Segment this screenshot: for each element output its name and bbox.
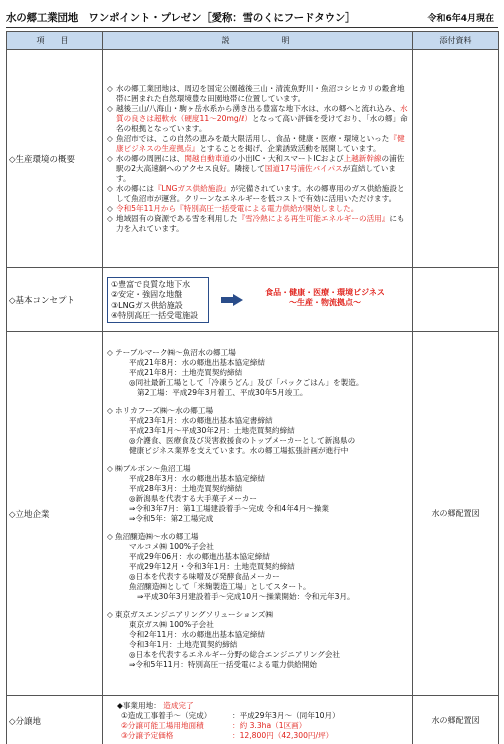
document-title: 水の郷工業団地 ワンポイント・プレゼン［愛称：雪のくにフードタウン］ xyxy=(6,12,356,24)
company-detail: ◎日本を代表する味噌及び発酵食品メーカー xyxy=(129,572,280,581)
environment-paragraph xyxy=(107,84,408,104)
company-detail: 令和2年11月：水の郷進出基本協定締結 xyxy=(129,630,265,639)
company-detail: 平成21年8月：土地売買契約締結 xyxy=(129,368,243,377)
document-date: 令和6年4月現在 xyxy=(427,14,494,24)
desc-environment xyxy=(103,50,413,268)
company-detail: 平成29年06月：水の郷進出基本協定締結 xyxy=(129,552,270,561)
concept-feature: ④特別高圧一括受電施設 xyxy=(111,311,199,320)
company-detail: 第2工場：平成29年3月着工、平成30年5月竣工。 xyxy=(137,388,308,397)
header-attachment: 添付資料 xyxy=(413,32,499,50)
arrow-right-icon xyxy=(221,294,243,306)
paragraph-text: 地域固有の資源である雪を利用した xyxy=(116,213,238,223)
company-name-text: 東京ガスエンジニアリングソリューションズ㈱ xyxy=(115,610,274,619)
bunjou-value: ：平成29年3月〜（同年10月） xyxy=(232,710,340,720)
row-environment xyxy=(7,50,499,268)
bullet-diamond-icon: ◇ xyxy=(107,348,113,357)
paragraph-text: 魚沼市では、この自然の恵みを最大限活用し、食品・健康・医療・環境といった xyxy=(116,133,390,143)
paragraph-text: 『健康ビジネスの生産拠点』 xyxy=(116,133,405,153)
company-detail: マルコメ㈱ 100%子会社 xyxy=(129,542,214,551)
company-name-text: 魚沼醸造㈱〜水の郷工場 xyxy=(115,532,199,541)
environment-paragraphs xyxy=(107,84,408,234)
concept-result-line: 〜生産・物流拠点〜 xyxy=(289,297,361,307)
company-detail: ⇒令和5年：第2工場完成 xyxy=(129,514,214,523)
desc-sites xyxy=(103,332,413,696)
paragraph-text: 水の郷の周囲には、 xyxy=(116,153,185,163)
paragraph-text: 国道17号浦佐バイパス xyxy=(264,163,343,173)
company-detail: 東京ガス㈱ 100%子会社 xyxy=(129,620,214,629)
bullet-diamond-icon: ◇ xyxy=(107,103,113,113)
company-detail: ◎新潟県を代表する大手菓子メーカー xyxy=(129,494,257,503)
paragraph-text: 『LNGガス供給施設』 xyxy=(153,183,231,193)
environment-paragraph xyxy=(107,214,408,234)
bunjou-key: ①造成工事着手〜（完成） xyxy=(121,710,212,720)
environment-paragraph xyxy=(107,154,408,184)
list-item xyxy=(107,464,408,524)
paragraph-text: 水の郷工業団地は、周辺を国定公園越後三山・清流魚野川・魚沼コシヒカリの穀倉地帯に囲まれた自然環境豊な田園地帯に位置しています。 xyxy=(116,83,405,103)
concept-features-box xyxy=(107,277,209,323)
company-name-text: テーブルマーク㈱〜魚沼水の郷工場 xyxy=(115,348,236,357)
company-detail: ⇒平成30年3月建設着手〜完成10月〜操業開始：令和元年3月。 xyxy=(137,592,355,601)
row-bunjou xyxy=(7,696,499,744)
item-sites: ◇立地企業 xyxy=(7,332,103,696)
company-detail: 平成23年1月：水の郷進出基本協定書締結 xyxy=(129,416,273,425)
company-detail: 平成21年8月：水の郷進出基本協定締結 xyxy=(129,358,265,367)
list-item xyxy=(107,406,408,456)
item-bunjou: ◇分譲地 xyxy=(7,696,103,744)
company-detail: ◎同社最新工場として「冷凍うどん」及び「パックごはん」を製造。 xyxy=(129,378,364,387)
bullet-diamond-icon: ◇ xyxy=(107,153,113,163)
presentation-table xyxy=(6,31,499,744)
concept-result xyxy=(245,288,405,308)
company-detail: 平成28年3月：土地売買契約締結 xyxy=(129,484,243,493)
paragraph-text: 関越自動車道 xyxy=(184,153,230,163)
table-row xyxy=(107,731,408,741)
paragraph-text: とすることを掲げ、企業誘致活動を展開しています。 xyxy=(199,143,381,153)
item-concept: ◇基本コンセプト xyxy=(7,268,103,332)
list-item xyxy=(107,348,408,398)
company-detail: ◎介護食、医療食及び災害救援食のトップメーカーとして新潟県の xyxy=(129,436,356,445)
environment-paragraph xyxy=(107,104,408,134)
company-detail: ⇒令和5年11月：特別高圧一括受電による電力供給開始 xyxy=(129,660,317,669)
company-detail: 健康ビジネス業界を支えています。水の郷工場拡張計画が進行中 xyxy=(129,446,349,455)
paragraph-text: 水質の良さは超軟水（硬度11〜20mg/ℓ） xyxy=(116,103,408,123)
attach-concept xyxy=(413,268,499,332)
bunjou-key: ②分譲可能工場用地面積 xyxy=(121,720,204,730)
environment-paragraph xyxy=(107,184,408,204)
table-row xyxy=(107,711,408,721)
attach-sites: 水の郷配置図 xyxy=(413,332,499,696)
company-detail: 令和3年1月：土地売買契約締結 xyxy=(129,640,238,649)
environment-paragraph xyxy=(107,134,408,154)
company-detail: 平成29年12月・令和3年1月：土地売買契約締結 xyxy=(129,562,295,571)
bunjou-status: 造成完了 xyxy=(163,700,194,710)
bullet-diamond-icon: ◇ xyxy=(107,406,113,415)
item-environment: ◇生産環境の概要 xyxy=(7,50,103,268)
company-name xyxy=(107,532,408,542)
bullet-diamond-icon: ◇ xyxy=(107,464,113,473)
company-name-text: ホリカフーズ㈱〜水の郷工場 xyxy=(115,406,214,415)
row-concept xyxy=(7,268,499,332)
company-detail: ◎日本を代表するエネルギー分野の総合エンジニアリング会社 xyxy=(129,650,341,659)
company-name xyxy=(107,464,408,474)
company-detail: 平成28年3月：水の郷進出基本協定締結 xyxy=(129,474,265,483)
company-name-text: ㈱ブルボン〜魚沼工場 xyxy=(115,464,191,473)
desc-concept xyxy=(103,268,413,332)
paragraph-text: となって高い評価を受けており、「水の郷」命名の根拠となっています。 xyxy=(116,113,408,133)
paragraph-text: 越後三山/八海山・駒ヶ岳水系から湧き出る豊富な地下水は、水の郷へと流れ込み、 xyxy=(116,103,400,113)
title-divider xyxy=(6,27,498,28)
paragraph-text: 『雪冷熱による再生可能エネルギーの活用』 xyxy=(237,213,390,223)
bunjou-value: ：約 3.3ha（1区画） xyxy=(232,720,307,730)
bullet-diamond-icon: ◇ xyxy=(107,203,113,213)
list-item xyxy=(107,610,408,670)
paragraph-text: 令和5年11月から『特別高圧一括受電による電力供給が開始しました。 xyxy=(116,203,359,213)
paragraph-text: 上越新幹線 xyxy=(343,153,382,163)
list-item xyxy=(107,532,408,602)
bullet-diamond-icon: ◇ xyxy=(107,133,113,143)
bullet-diamond-icon: ◇ xyxy=(107,183,113,193)
concept-result-line: 食品・健康・医療・環境ビジネス xyxy=(265,287,385,297)
attach-bunjou: 水の郷配置図 xyxy=(413,696,499,744)
paragraph-text: が直結しています。 xyxy=(116,163,396,183)
concept-feature: ③LNGガス供給施設 xyxy=(111,300,183,310)
row-sites xyxy=(7,332,499,696)
desc-bunjou xyxy=(103,696,413,744)
paragraph-text: が完備されています。水の郷専用のガス供給施設として魚沼市が運営。クリーンなエネルギーを低コストで有効に活用いただけます。 xyxy=(116,183,405,203)
header-item: 項 目 xyxy=(7,32,103,50)
concept-feature: ①豊富で良質な地下水 xyxy=(111,279,191,289)
bunjou-value: ：12,800円（42,300円/坪） xyxy=(232,730,334,740)
company-detail: ⇒令和3年7月：第1工場建設着手〜完成 令和4年4月〜操業 xyxy=(129,504,329,513)
paragraph-text: の小出IC・大和スマートICおよび xyxy=(229,153,344,163)
bullet-diamond-icon: ◇ xyxy=(107,213,113,223)
bullet-diamond-icon: ◇ xyxy=(107,83,113,93)
paragraph-text: 水の郷には xyxy=(116,183,154,193)
bunjou-key: ③分譲予定価格 xyxy=(121,730,174,740)
header-description: 説 明 xyxy=(103,32,413,50)
company-name xyxy=(107,406,408,416)
bullet-diamond-icon: ◇ xyxy=(107,610,113,619)
company-detail: 平成23年1月〜平成30年2月：土地売買契約締結 xyxy=(129,426,295,435)
paragraph-text: にも力を入れています。 xyxy=(116,213,405,233)
company-detail: 魚沼醸造㈱として「米麹製造工場」としてスタート。 xyxy=(129,582,311,591)
bunjou-header xyxy=(107,701,408,711)
bunjou-rows xyxy=(107,711,408,741)
company-list xyxy=(107,348,408,670)
bullet-diamond-icon: ◇ xyxy=(107,532,113,541)
bunjou-header-label: ◆事業用地： xyxy=(117,700,161,710)
table-row xyxy=(107,721,408,731)
environment-paragraph xyxy=(107,204,408,214)
attach-environment xyxy=(413,50,499,268)
company-name xyxy=(107,610,408,620)
title-bar xyxy=(6,8,498,26)
paragraph-text: の浦佐駅の2大高速網へのアクセス良好。隣接して xyxy=(116,153,405,173)
table-header-row xyxy=(7,32,499,50)
company-name xyxy=(107,348,408,358)
concept-feature: ②安定・強固な地盤 xyxy=(111,290,183,299)
